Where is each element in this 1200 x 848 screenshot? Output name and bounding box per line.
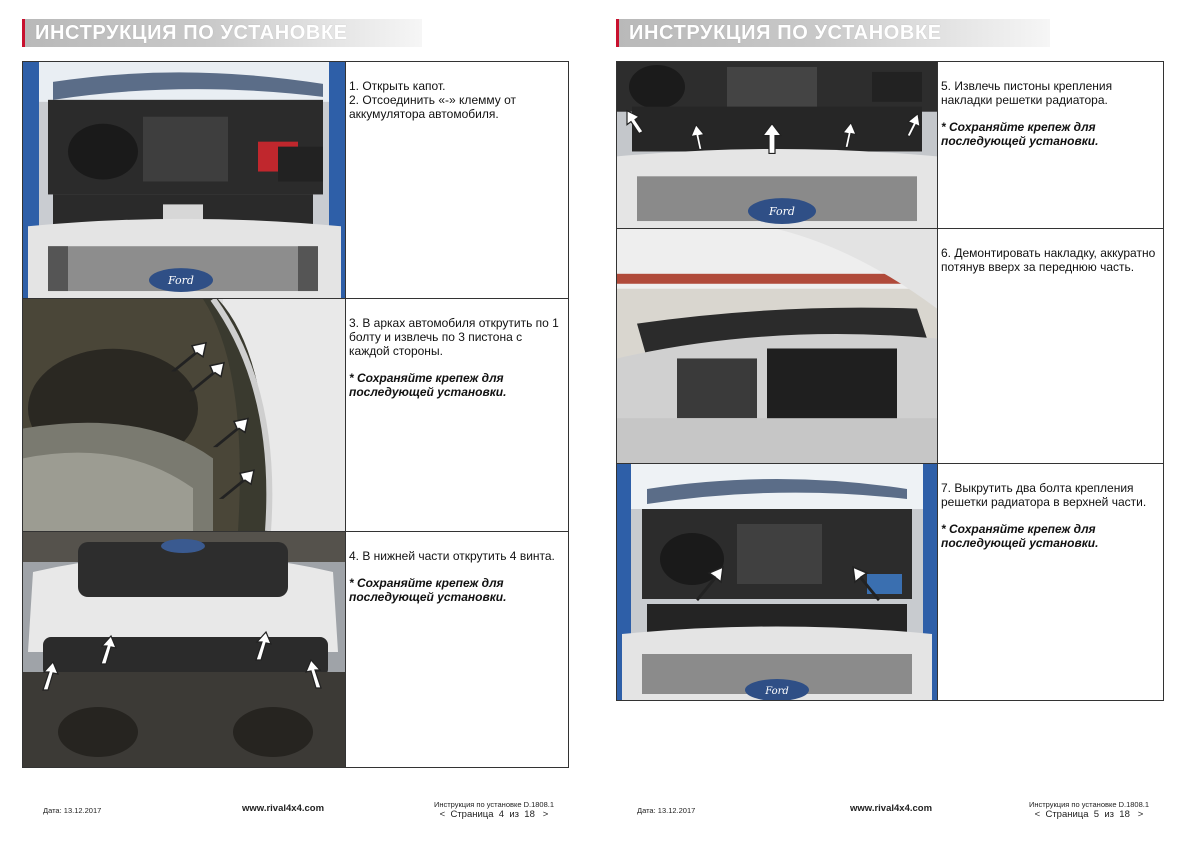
- step-row-1: [23, 62, 568, 299]
- step-note: * Сохраняйте крепеж для последующей установки.: [349, 371, 507, 399]
- ford-logo: Ford: [765, 686, 789, 697]
- footer-page-number: < Страница 5 из 18 >: [1034, 809, 1144, 820]
- photo-radiator-bolts: [617, 464, 938, 700]
- step-row-5: [617, 62, 1163, 229]
- step-line: 6. Демонтировать накладку, аккуратно потянув вверх за переднюю часть.: [941, 246, 1156, 274]
- photo-underbody: [23, 532, 346, 767]
- step-line: 7. Выкрутить два болта крепления решетки радиатора в верхней части.: [941, 481, 1147, 509]
- step-text: [937, 229, 1163, 463]
- step-row-6: [617, 229, 1163, 464]
- footer-date: Дата: 13.12.2017: [637, 806, 696, 815]
- footer-website: www.rival4x4.com: [242, 803, 325, 814]
- step-line: 5. Извлечь пистоны крепления накладки решетки радиатора.: [941, 79, 1113, 107]
- section-header: [22, 19, 422, 47]
- step-note: * Сохраняйте крепеж для последующей установки.: [349, 576, 507, 604]
- step-line: 1. Открыть капот.: [349, 79, 446, 93]
- page-5: [597, 0, 1197, 848]
- footer-website: www.rival4x4.com: [850, 803, 933, 814]
- step-text: [937, 464, 1163, 700]
- instruction-table: [616, 61, 1164, 701]
- footer-page-number: < Страница 4 из 18 >: [439, 809, 549, 820]
- step-note: * Сохраняйте крепеж для последующей установки.: [941, 522, 1099, 550]
- step-text: [345, 62, 568, 298]
- ford-logo: Ford: [769, 205, 795, 219]
- step-row-2: [23, 299, 568, 532]
- section-header: [616, 19, 1050, 47]
- footer-document-id: Инструкция по установке D.1808.1: [1028, 800, 1150, 809]
- header-title: ИНСТРУКЦИЯ ПО УСТАНОВКЕ: [35, 22, 348, 44]
- ford-logo: Ford: [168, 274, 194, 288]
- header-title: ИНСТРУКЦИЯ ПО УСТАНОВКЕ: [629, 22, 942, 44]
- step-line: 2. Отсоединить «-» клемму от аккумулятора автомобиля.: [349, 93, 516, 121]
- step-text: [345, 532, 568, 767]
- photo-engine-bay: [23, 62, 346, 298]
- photo-cover-removal: [617, 229, 938, 463]
- footer-document-id: Инструкция по установке D.1808.1: [433, 800, 555, 809]
- step-row-3: [23, 532, 568, 767]
- step-note: * Сохраняйте крепеж для последующей установки.: [941, 120, 1099, 148]
- step-line: 4. В нижней части открутить 4 винта.: [349, 549, 555, 563]
- step-line: 3. В арках автомобиля открутить по 1 болту и извлечь по 3 пистона с каждой стороны.: [349, 316, 559, 358]
- step-row-7: [617, 464, 1163, 700]
- photo-wheel-arch: [23, 299, 346, 531]
- step-text: [937, 62, 1163, 228]
- footer-date: Дата: 13.12.2017: [43, 806, 102, 815]
- photo-grille-cover-pins: [617, 62, 938, 228]
- step-text: [345, 299, 568, 531]
- instruction-table: [22, 61, 569, 768]
